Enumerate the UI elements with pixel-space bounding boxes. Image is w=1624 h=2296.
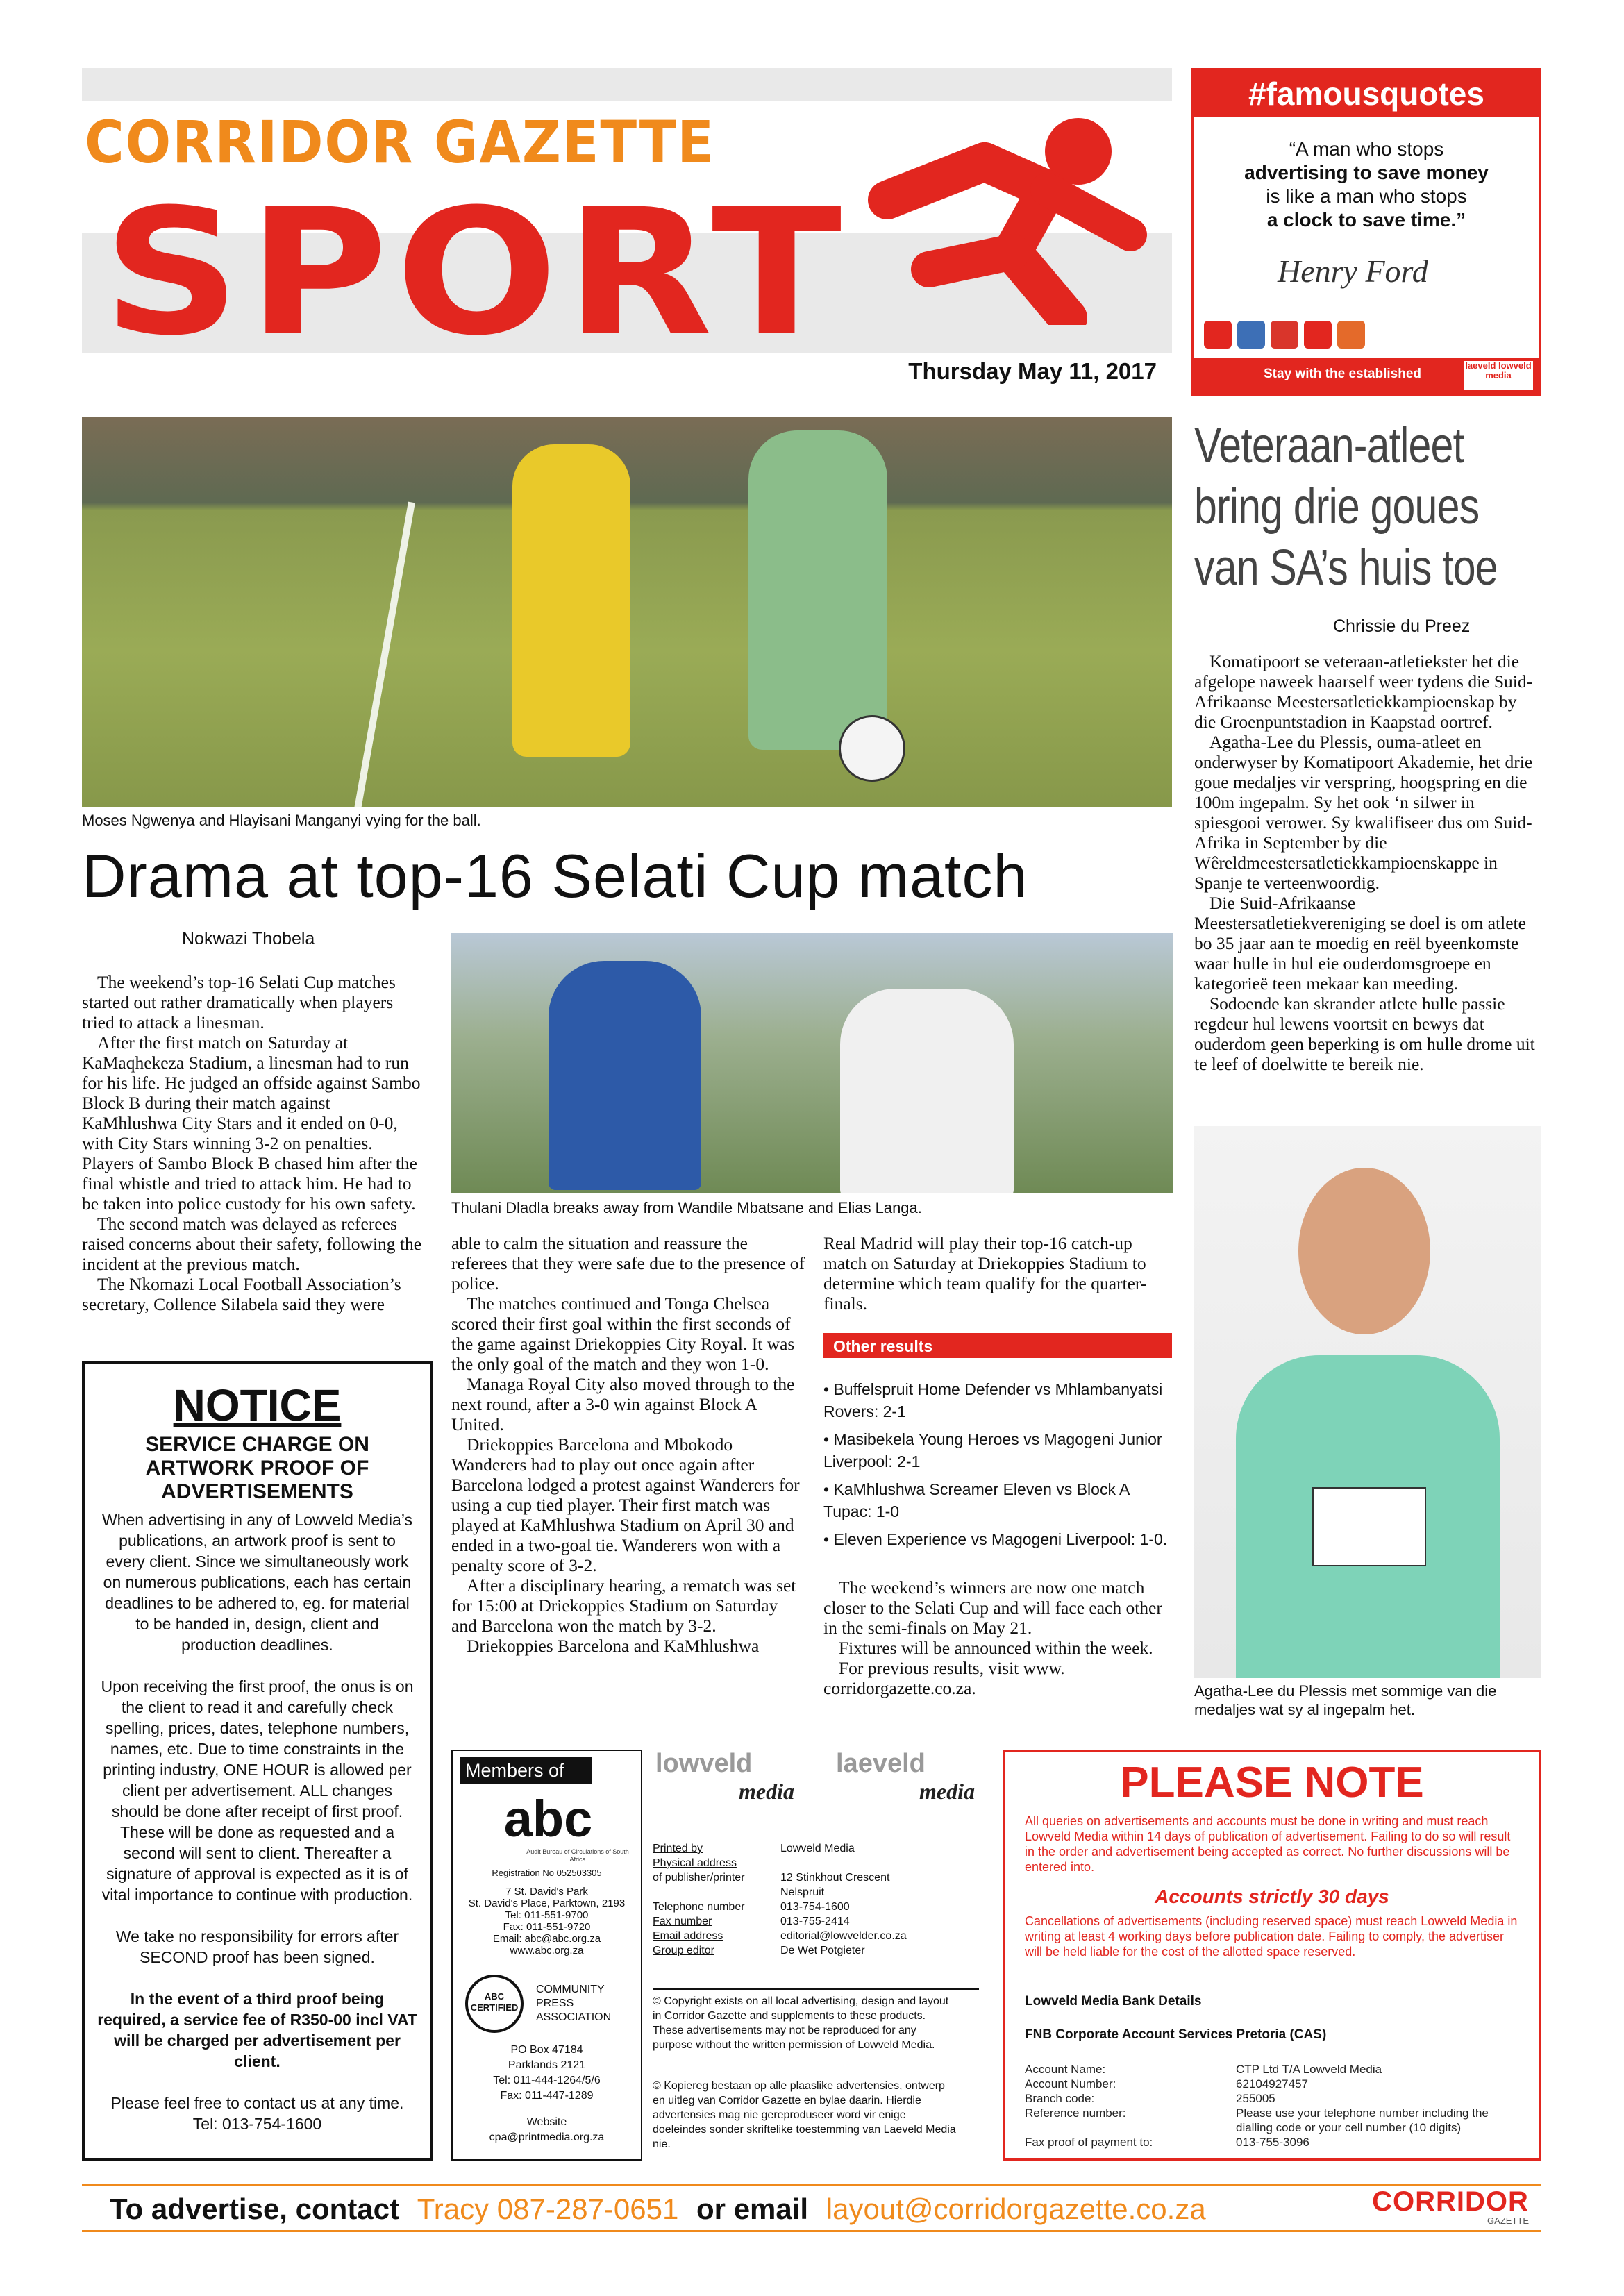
divider xyxy=(653,1988,979,1990)
notice-fee-paragraph: In the event of a third proof being required, a service fee of R350-00 incl VAT will be charged per advertisement per client. xyxy=(97,1990,417,2070)
abc-subtitle: Audit Bureau of Circulations of South Africa xyxy=(526,1848,629,1863)
quote-brand: laeveld lowveld media xyxy=(1464,361,1533,390)
footer-logo: CORRIDOR GAZETTE xyxy=(1372,2186,1529,2226)
footer-contact: Tracy 087-287-0651 xyxy=(417,2193,679,2225)
result-item: • KaMhlushwa Screamer Eleven vs Block A Tupac: 1-0 xyxy=(823,1480,1130,1520)
bookmark-icon xyxy=(1271,321,1298,349)
ball xyxy=(839,715,905,782)
main-byline: Nokwazi Thobela xyxy=(182,929,315,948)
members-box xyxy=(451,1750,642,2161)
footer-email: layout@corridorgazette.co.za xyxy=(826,2193,1206,2225)
footer-text-2: or email xyxy=(696,2193,809,2225)
story-column-3-top: Real Madrid will play their top-16 catch-up match on Saturday at Driekoppies Stadium to determine which team qualify for the quarter-finals. xyxy=(823,1233,1147,1314)
notice-subtitle: SERVICE CHARGE ON ARTWORK PROOF OF ADVERTISEMENTS xyxy=(145,1433,369,1503)
quote-text: “A man who stops advertising to save money is like a man who stops a clock to save time.” xyxy=(1244,138,1489,231)
famous-quotes-ad xyxy=(1191,68,1541,396)
runner-icon xyxy=(839,96,1158,325)
athlete-photo xyxy=(1194,1126,1541,1678)
publication-name: CORRIDOR GAZETTE xyxy=(85,108,715,176)
second-photo xyxy=(451,933,1173,1193)
like-icon xyxy=(1237,321,1265,349)
please-note-title: PLEASE NOTE xyxy=(1120,1759,1424,1807)
cpa-seal-icon: ABC CERTIFIED xyxy=(465,1975,524,2033)
please-note-text: All queries on advertisements and accounts must be done in writing and must reach Lowveld Media within 14 days of publication of advertisement. Failing to do so will result in the order and advertisement being accepted as correct. No further discussions will be entered into. xyxy=(1025,1814,1511,1874)
notice-box xyxy=(82,1361,433,2161)
athlete-photo-caption: Agatha-Lee du Plessis met sommige van die medaljes wat sy al ingepalm het. xyxy=(1194,1682,1497,1718)
player-white xyxy=(840,989,1014,1193)
cpa-address: PO Box 47184 Parklands 2121 Tel: 011-444-1264/5/6 Fax: 011-447-1289 Website cpa@printmedia.org.za xyxy=(489,2044,605,2143)
main-photo-caption: Moses Ngwenya and Hlayisani Manganyi vying for the ball. xyxy=(82,812,481,829)
abc-logo: abc xyxy=(503,1790,593,1847)
masthead xyxy=(82,68,1172,384)
player-green xyxy=(748,430,887,750)
footer-text-1: To advertise, contact xyxy=(110,2193,400,2225)
heart-icon xyxy=(1304,321,1332,349)
cpa-name: COMMUNITY PRESS ASSOCIATION xyxy=(536,1984,612,2023)
second-photo-caption: Thulani Dladla breaks away from Wandile Mbatsane and Elias Langa. xyxy=(451,1199,922,1216)
abc-address: 7 St. David's Park St. David's Place, Parktown, 2193 Tel: 011-551-9700 Fax: 011-551-9720 Email: abc@abc.org.za www.abc.org.za xyxy=(468,1886,626,1956)
player-blue xyxy=(549,961,701,1190)
please-note-box xyxy=(1003,1750,1541,2161)
result-item: • Eleven Experience vs Magogeni Liverpool: 1-0. xyxy=(823,1530,1168,1548)
lowveld-media-box xyxy=(653,1750,982,2161)
player-yellow xyxy=(512,444,630,757)
story-column-3-bottom: The weekend’s winners are now one match closer to the Selati Cup and will face each other in the semi-finals on May 21. Fixtures will be announced within the week. For previous results, visit www. corridorgazette.co.za. xyxy=(823,1577,1162,1698)
main-photo xyxy=(82,417,1172,807)
notice-paragraph: We take no responsibility for errors after SECOND proof has been signed. xyxy=(115,1927,399,1966)
publisher-details: Printed by Lowveld Media Physical address of publisher/printer 12 Stinkhout Crescent Nelspruit Telephone number 013-754-1600 Fax number 013-755-2414 Email address editorial@lowvelder.co.za Group editor De Wet Potgieter xyxy=(653,1843,907,1956)
members-title: Members of xyxy=(460,1757,592,1784)
notice-title: NOTICE xyxy=(173,1380,342,1430)
quote-signature: Henry Ford xyxy=(1278,253,1428,289)
other-results-list xyxy=(823,1378,1171,1556)
lowveld-icon xyxy=(1204,321,1232,349)
other-results-title: Other results xyxy=(833,1337,933,1355)
bank-title: Lowveld Media Bank Details xyxy=(1025,1994,1202,2009)
copyright-english: © Copyright exists on all local advertising, design and layout in Corridor Gazette and supplements to these products. These advertisements may not be reproduced for any purpose without the written permission of Lowveld Media. xyxy=(653,1995,949,2051)
side-headline: Veteraan-atleet bring drie goues van SA’s huis toe xyxy=(1194,418,1498,596)
accounts-title: Accounts strictly 30 days xyxy=(1155,1886,1389,1907)
athlete-head xyxy=(1298,1168,1430,1334)
side-byline: Chrissie du Preez xyxy=(1333,617,1471,636)
quote-footer-bar xyxy=(1194,358,1539,393)
notice-paragraph: When advertising in any of Lowveld Media’s publications, an artwork proof is sent to every client. Since we simultaneously work on numerous publications, each has certain deadlines to be adhered to, eg. for material to be handed in, design, client and production deadlines. xyxy=(101,1511,413,1654)
other-results-header xyxy=(823,1333,1172,1358)
issue-date: Thursday May 11, 2017 xyxy=(908,358,1157,384)
main-headline: Drama at top-16 Selati Cup match xyxy=(82,841,1028,910)
quote-hashtag: #famousquotes xyxy=(1194,71,1539,117)
story-column-2: able to calm the situation and reassure the referees that they were safe due to the presence of police. The matches continued and Tonga Chelsea scored their first goal within the first seconds of the game against Driekoppies City Royal. It was the only goal of the match and they won 1-0. Managa Royal City also moved through to the next round, after a 3-0 win against Block A United. Driekoppies Barcelona and Mbokodo Wanderers had to play out once again after Barcelona lodged a protest against Wanderers for using a cup tied player. Their first match was played at KaMhlushwa Stadium on April 30 and ended in a two-goal tie. Wanderers won with a penalty score of 3-2. After a disciplinary hearing, a rematch was set for 15:00 at Driekoppies Stadium on Saturday and Barcelona won the match by 3-2. Driekoppies Barcelona and KaMhlushwa xyxy=(451,1233,805,1656)
section-title: SPORT xyxy=(103,171,850,374)
result-item: • Masibekela Young Heroes vs Magogeni Junior Liverpool: 2-1 xyxy=(823,1430,1162,1470)
footer-line xyxy=(110,2190,1206,2229)
race-bib xyxy=(1312,1487,1426,1566)
social-icons xyxy=(1204,321,1412,351)
footer-advert xyxy=(82,2184,1541,2232)
bank-details: Account Name: CTP Ltd T/A Lowveld Media Account Number: 62104927457 Branch code: 255005 Reference number: Please use your telephone number including the dialling code or your cell number (10 digits) Fax proof of payment to: 013-755-3096 xyxy=(1025,2063,1489,2149)
accounts-text: Cancellations of advertisements (including reserved space) must reach Lowveld Media in writing at least 4 working days before publication date. Failing to comply, the advertiser will be held liable for the cost of the allotted space reserved. xyxy=(1025,1914,1518,1959)
copyright-afrikaans: © Kopiereg bestaan op alle plaaslike advertensies, ontwerp en uitleg van Corridor Gazette en bylae daarin. Hierdie advertensies mag nie gereproduseer word vir enige doeleindes sonder skriftelike toestemming van Laeveld Media nie. xyxy=(653,2080,956,2150)
result-item: • Buffelspruit Home Defender vs Mhlambanyatsi Rovers: 2-1 xyxy=(823,1380,1163,1421)
share-icon xyxy=(1337,321,1365,349)
pitch-line xyxy=(353,502,415,807)
bank-subtitle: FNB Corporate Account Services Pretoria (CAS) xyxy=(1025,2027,1327,2042)
quote-tagline: Stay with the established xyxy=(1264,367,1421,381)
abc-registration: Registration No 052503305 xyxy=(492,1868,602,1878)
laeveld-logo: laeveld media xyxy=(836,1749,975,1804)
side-story-text: Komatipoort se veteraan-atletiekster het die afgelope naweek haarself weer tydens die Suid-Afrikaanse Meestersatletiekkampioenskap by die Groenpuntstadion in Kaapstad oortref. Agatha-Lee du Plessis, ouma-atleet en onderwyser by Komatipoort Akademie, het drie goue medaljes vir verspring, hoogspring en die 100m ingepalm. Sy het ook ‘n silwer in spiesgooi verower. Sy kwalifiseer dus om Suid-Afrika in September by die Wêreldmeestersatletiekkampioenskappe in Spanje te verteenwoordig. Die Suid-Afrikaanse Meestersatletiekvereniging se doel is om atlete bo 35 jaar aan te moedig en reël byeenkomste waar hulle in hul eie ouderdomsgroepe en kategorieë teen mekaar kan meeding. Sodoende kan skrander atlete hulle passie regdeur hul lewens voortsit en bewys dat ouderdom geen beperking is om hulle drome uit te leef of doelwitte te bereik nie. xyxy=(1194,651,1535,1074)
notice-contact: Please feel free to contact us at any time. Tel: 013-754-1600 xyxy=(110,2094,404,2133)
lowveld-logo: lowveld media xyxy=(655,1749,794,1804)
story-column-1: The weekend’s top-16 Selati Cup matches started out rather dramatically when players tried to attack a linesman. After the first match on Saturday at KaMaqhekeza Stadium, a linesman had to run for his life. He judged an offside against Sambo Block B during their match against KaMhlushwa City Stars and it ended on 0-0, with City Stars winning 3-2 on penalties. Players of Sambo Block B chased him after the final whistle and tried to attack him. He had to be taken into police custody for his own safety. The second match was delayed as referees raised concerns about their safety, following the incident at the previous match. The Nkomazi Local Football Association’s secretary, Collence Silabela said they were xyxy=(82,972,422,1314)
notice-paragraph: Upon receiving the first proof, the onus is on the client to read it and carefully check spelling, prices, dates, telephone numbers, names, etc. Due to time constraints in the printing industry, ONE HOUR is allowed per client per advertisement. ALL changes should be done after receipt of first proof. These will be done as requested and a second will sent to client. Thereafter a signature of approval is expected as it is of vital importance to continue with production. xyxy=(101,1677,414,1904)
